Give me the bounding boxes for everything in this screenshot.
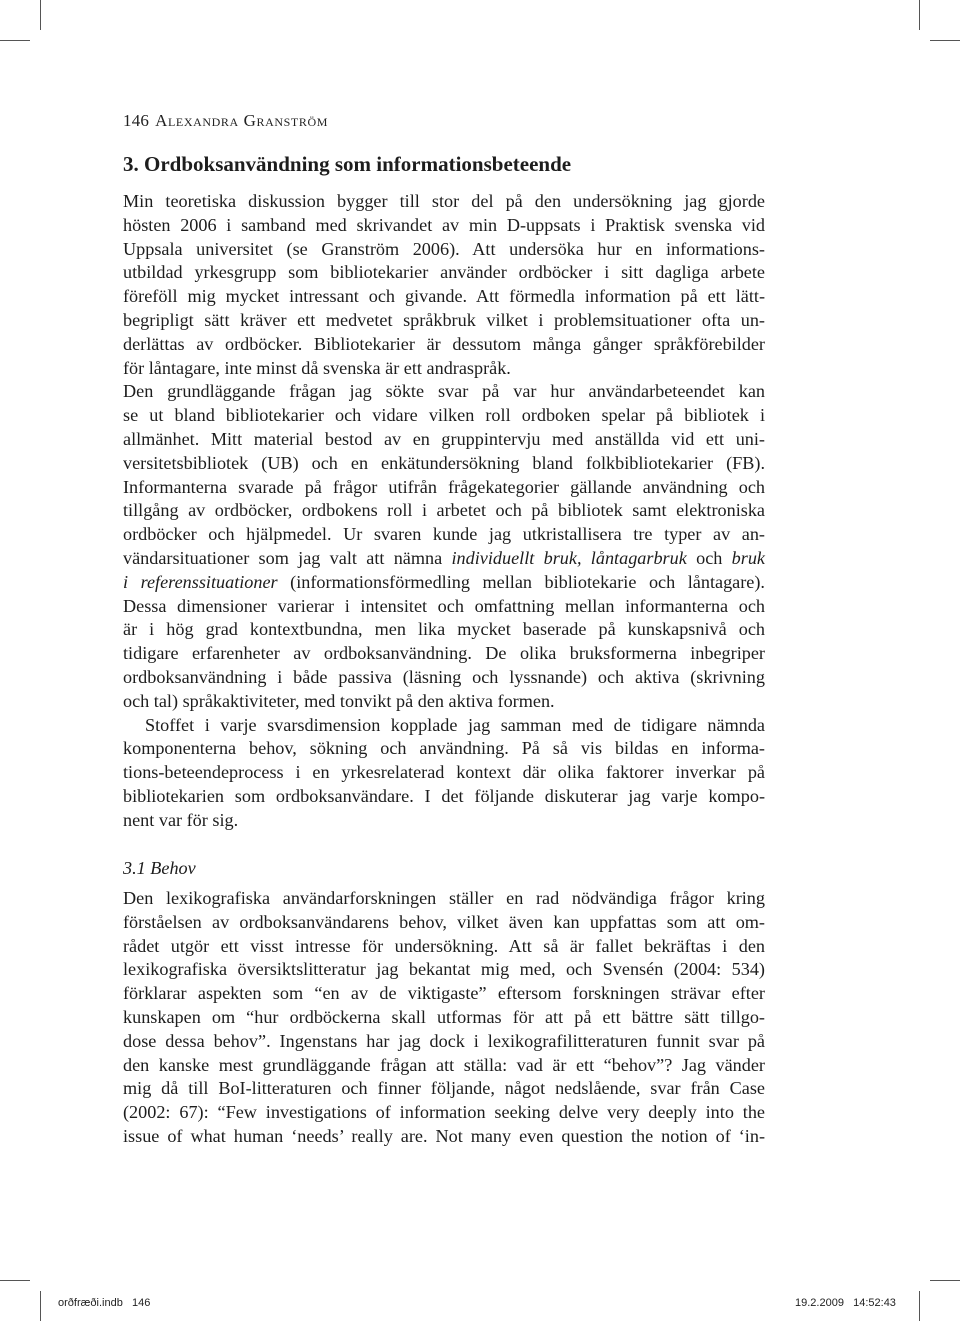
text-line: versitetsbibliotek (UB) och en enkätundersökning bland folkbibliotekarier (FB). (123, 452, 765, 473)
text-line: bibliotekarien som ordboksanvändare. I det följande diskuterar jag varje kompo- (123, 785, 765, 806)
body-text-behov (123, 887, 765, 1149)
text-line: kunskapen om “hur ordböckerna skall utformas för att på ett bättre sätt tillgo- (123, 1006, 765, 1027)
crop-mark (0, 40, 30, 41)
text-run: och (686, 547, 732, 568)
crop-mark (919, 1291, 920, 1321)
text-line: förklarar aspekten som “en av de viktigaste” eftersom forskningen strävar efter (123, 983, 765, 1004)
print-slug-file: orðfræði.indb 146 (58, 1297, 151, 1309)
text-line: Den lexikografiska användarforskningen ställer en rad nödvändiga frågor kring (123, 888, 765, 908)
crop-mark (930, 40, 960, 41)
page-number: 146 (123, 111, 150, 130)
emphasis: i referenssituationer (123, 571, 278, 592)
text-line: Uppsala universitet (se Granström 2006). Att undersöka hur en informations- (123, 238, 765, 259)
text-line: lexikografiska översiktslitteratur jag bekantat mig med, och Svensén (2004: 534) (123, 959, 765, 980)
text-line: issue of what human ‘needs’ really are. Not many even question the notion of ‘in- (123, 1125, 765, 1146)
crop-mark (40, 1291, 41, 1321)
text-run: (informationsförmedling mellan bibliotekarie och låntagare). (277, 571, 765, 592)
text-line: dose dessa behov”. Ingenstans har jag dock i lexikografilitteraturen funnit svar på (123, 1030, 765, 1051)
text-line: begripligt sätt kräver ett medvetet språkbruk vilket i problemsituationer ofta un- (123, 309, 765, 330)
text-line: Den grundläggande frågan jag sökte svar på var hur användarbeteendet kan (123, 381, 765, 402)
text-line: och tal) språkaktiviteter, med tonvikt på den aktiva formen. (123, 690, 555, 711)
emphasis: bruk (731, 547, 766, 568)
subsection-heading: 3.1 Behov (123, 858, 196, 878)
text-line: den kanske mest grundläggande frågan att ställa: vad är ett “behov”? Jag vänder (123, 1054, 765, 1075)
text-line: utbildad yrkesgrupp som bibliotekarier använder ordböcker i sitt dagliga arbete (123, 262, 765, 283)
text-line: allmänhet. Mitt material bestod av en gruppintervju med anställda vid ett uni- (123, 428, 765, 449)
text-line (123, 571, 765, 595)
text-line: hösten 2006 i samband med skrivandet av min D-uppsats i Praktisk svenska vid (123, 214, 765, 235)
emphasis: individuellt bruk, låntagarbruk (451, 547, 687, 568)
text-line: nent var för sig. (123, 809, 239, 830)
body-text (123, 190, 765, 833)
text-line (123, 547, 765, 571)
text-line: mig då till BoI-litteraturen och finner följande, något nedslående, svar från Case (123, 1078, 765, 1099)
print-slug-timestamp: 19.2.2009 14:52:43 (795, 1297, 896, 1309)
text-line: Min teoretiska diskussion bygger till stor del på den undersökning jag gjorde (123, 191, 765, 211)
text-line: tillgång av ordböcker, ordbokens roll i arbetet och på bibliotek samt elektroniska (123, 500, 765, 521)
text-line: (2002: 67): “Few investigations of information seeking delve very deeply into the (123, 1102, 765, 1123)
crop-mark (0, 1280, 30, 1281)
text-line: Dessa dimensioner varierar i intensitet och omfattning mellan informanterna och (123, 595, 765, 616)
text-line: är i hög grad kontextbundna, men lika mycket baserade på kunskapsnivå och (123, 619, 765, 640)
running-header-author: Alexandra Granström (155, 111, 328, 130)
text-line: förståelsen av ordboksanvändarens behov, vilket även kan uppfattas som att om- (123, 911, 765, 932)
text-line: Informanterna svarade på frågor utifrån frågekategorier gällande användning och (123, 476, 765, 497)
text-line: rådet utgör ett visst intresse för undersökning. Att så är fallet bekräftas i den (123, 935, 765, 956)
text-line: föreföll mig mycket intressant och givande. Att förmedla information på ett lätt- (123, 286, 765, 307)
crop-mark (930, 1280, 960, 1281)
running-header (123, 111, 328, 131)
text-line: ordboksanvändning i både passiva (läsning och lyssnande) och aktiva (skrivning (123, 666, 765, 687)
text-line: komponenterna behov, sökning och användning. På så vis bildas en informa- (123, 738, 765, 759)
crop-mark (919, 0, 920, 30)
text-line: derlättas av ordböcker. Bibliotekarier är dessutom många gånger språkförebilder (123, 333, 765, 354)
section-heading: 3. Ordboksanvändning som informationsbeteende (123, 152, 572, 176)
text-line: ordböcker och hjälpmedel. Ur svaren kunde jag utkristallisera tre typer av an- (123, 524, 765, 545)
text-line: tions-beteendeprocess i en yrkesrelaterad kontext där olika faktorer inverkar på (123, 762, 765, 783)
text-line: för låntagare, inte minst då svenska är ett andraspråk. (123, 357, 511, 378)
text-line: se ut bland bibliotekarier och vidare vilken roll ordboken spelar på bibliotek i (123, 405, 765, 426)
crop-mark (40, 0, 41, 30)
text-line: tidigare erfarenheter av ordboksanvändning. De olika bruksformerna inbegriper (123, 643, 765, 664)
text-line: Stoffet i varje svarsdimension kopplade jag samman med de tidigare nämnda (145, 714, 765, 735)
text-run: vändarsituationer som jag valt att nämna (123, 547, 452, 568)
